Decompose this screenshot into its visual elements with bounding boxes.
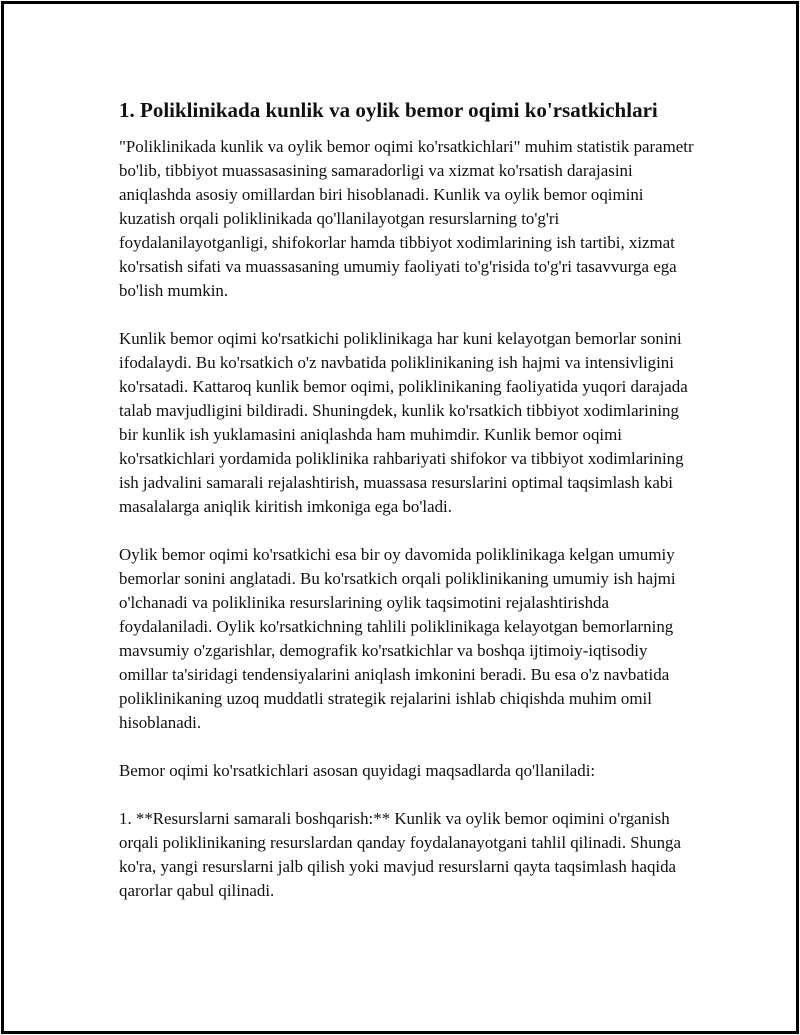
paragraph-daily-flow: Kunlik bemor oqimi ko'rsatkichi poliklinikaga har kuni kelayotgan bemorlar sonini ifodalaydi. Bu ko'rsatkich o'z navbatida poliklinikaning ish hajmi va intensivligini ko'rsatadi. Kattaroq kunlik bemor oqimi, poliklinikaning faoliyatida yuqori darajada talab mavjudligini bildiradi. Shuningdek, kunlik ko'rsatkich tibbiyot xodimlarining bir kunlik ish yuklamasini aniqlashda ham muhimdir. Kunlik bemor oqimi ko'rsatkichlari yordamida poliklinika rahbariyati shifokor va tibbiyot xodimlarining ish jadvalini samarali rejalashtirish, muassasa resurslarini optimal taqsimlash kabi masalalarga aniqlik kiritish imkoniga ega bo'ladi.	[119, 329, 688, 516]
list-item-resource-management: 1. **Resurslarni samarali boshqarish:** Kunlik va oylik bemor oqimini o'rganish orqali poliklinikaning resurslardan qanday foydalanayotgani tahlil qilinadi. Shunga ko'ra, yangi resurslarni jalb qilish yoki mavjud resurslarni qayta taqsimlash haqida qarorlar qabul qilinadi.	[119, 809, 681, 900]
page-frame	[1, 1, 799, 1034]
section-heading: 1. Poliklinikada kunlik va oylik bemor oqimi ko'rsatkichlari	[119, 98, 658, 122]
paragraph-intro: "Poliklinikada kunlik va oylik bemor oqimi ko'rsatkichlari" muhim statistik parametr bo'lib, tibbiyot muassasasining samaradorligi va xizmat ko'rsatish darajasini aniqlashda asosiy omillardan biri hisoblanadi. Kunlik va oylik bemor oqimini kuzatish orqali poliklinikada qo'llanilayotgan resurslarning to'g'ri foydalanilayotganligi, shifokorlar hamda tibbiyot xodimlarining ish tartibi, xizmat ko'rsatish sifati va muassasaning umumiy faoliyati to'g'risida to'g'ri tasavvurga ega bo'lish mumkin.	[119, 137, 694, 300]
paragraph-purposes-intro: Bemor oqimi ko'rsatkichlari asosan quyidagi maqsadlarda qo'llaniladi:	[119, 761, 596, 780]
document-body	[119, 96, 699, 927]
paragraph-monthly-flow: Oylik bemor oqimi ko'rsatkichi esa bir oy davomida poliklinikaga kelgan umumiy bemorlar sonini anglatadi. Bu ko'rsatkich orqali poliklinikaning umumiy ish hajmi o'lchanadi va poliklinika resurslarining oylik taqsimotini rejalashtirishda foydalaniladi. Oylik ko'rsatkichning tahlili poliklinikaga kelayotgan bemorlarning mavsumiy o'zgarishlar, demografik ko'rsatkichlar va boshqa ijtimoiy-iqtisodiy omillar ta'siridagi tendensiyalarini aniqlash imkonini beradi. Bu esa o'z navbatida poliklinikaning uzoq muddatli strategik rejalarini ishlab chiqishda muhim omil hisoblanadi.	[119, 545, 676, 732]
